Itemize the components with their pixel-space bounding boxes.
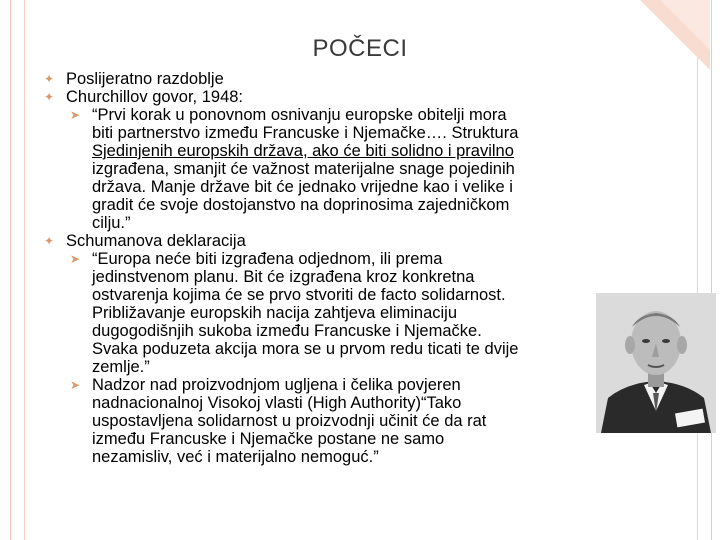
quote-line: “Europa neće biti izgrađena odjednom, ili prema	[92, 250, 443, 268]
quote-line: Približavanje europskih nacija zahtjeva eliminaciju	[92, 304, 458, 322]
sub-list-item	[44, 250, 604, 376]
quote-line: gradit će svoje dostojanstvo na doprinosima zajedničkom	[92, 196, 510, 214]
quote-line: biti partnerstvo između Francuske i Njemačke…. Struktura	[92, 124, 519, 142]
list-item	[44, 232, 604, 250]
slide-content	[44, 70, 604, 466]
quote-line: između Francuske i Njemačke postane ne samo	[92, 430, 445, 448]
arrow-bullet-icon: ➤	[70, 378, 81, 392]
quote-line: nezamisliv, već i materijalno nemoguć.”	[92, 448, 379, 466]
item-text: Poslijeratno razdoblje	[66, 70, 224, 88]
quote-line: cilju.”	[92, 214, 131, 232]
bullet-icon: ✦	[44, 72, 55, 86]
bullet-icon: ✦	[44, 90, 55, 104]
slide-title: POČECI	[312, 35, 408, 62]
arrow-bullet-icon: ➤	[70, 108, 81, 122]
list-item	[44, 88, 604, 106]
arrow-bullet-icon: ➤	[70, 252, 81, 266]
quote-line: Nadzor nad proizvodnjom ugljena i čelika povjeren	[92, 376, 461, 394]
sub-list-item	[44, 376, 604, 466]
quote-line: “Prvi korak u ponovnom osnivanju europske obitelji mora	[92, 106, 507, 124]
quote-line: ostvarenja kojima će se prvo stvoriti de facto solidarnost.	[92, 286, 506, 304]
quote-line: dugogodišnjih sukoba između Francuske i Njemačke.	[92, 322, 482, 340]
list-item	[44, 70, 604, 88]
quote-line: Sjedinjenih europskih država, ako će biti solidno i pravilno	[92, 142, 514, 160]
bullet-icon: ✦	[44, 234, 55, 248]
man-portrait-photo	[596, 293, 716, 433]
item-text: Schumanova deklaracija	[66, 232, 246, 250]
quote-line: nadnacionalnoj Visokoj vlasti (High Authority)“Tako	[92, 394, 462, 412]
sub-list-item	[44, 106, 604, 232]
quote-line: uspostavljena solidarnost u proizvodnji učinit će da rat	[92, 412, 487, 430]
quote-line: izgrađena, smanjit će važnost materijalne snage pojedinih	[92, 160, 515, 178]
item-text: Churchillov govor, 1948:	[66, 88, 244, 106]
quote-line: zemlje.”	[92, 358, 150, 376]
quote-line: Svaka poduzeta akcija mora se u prvom redu ticati te dvije	[92, 340, 519, 358]
quote-line: jedinstvenom planu. Bit će izgrađena kroz konkretna	[92, 268, 475, 286]
quote-line: država. Manje države bit će jednako vrijedne kao i velike i	[92, 178, 513, 196]
